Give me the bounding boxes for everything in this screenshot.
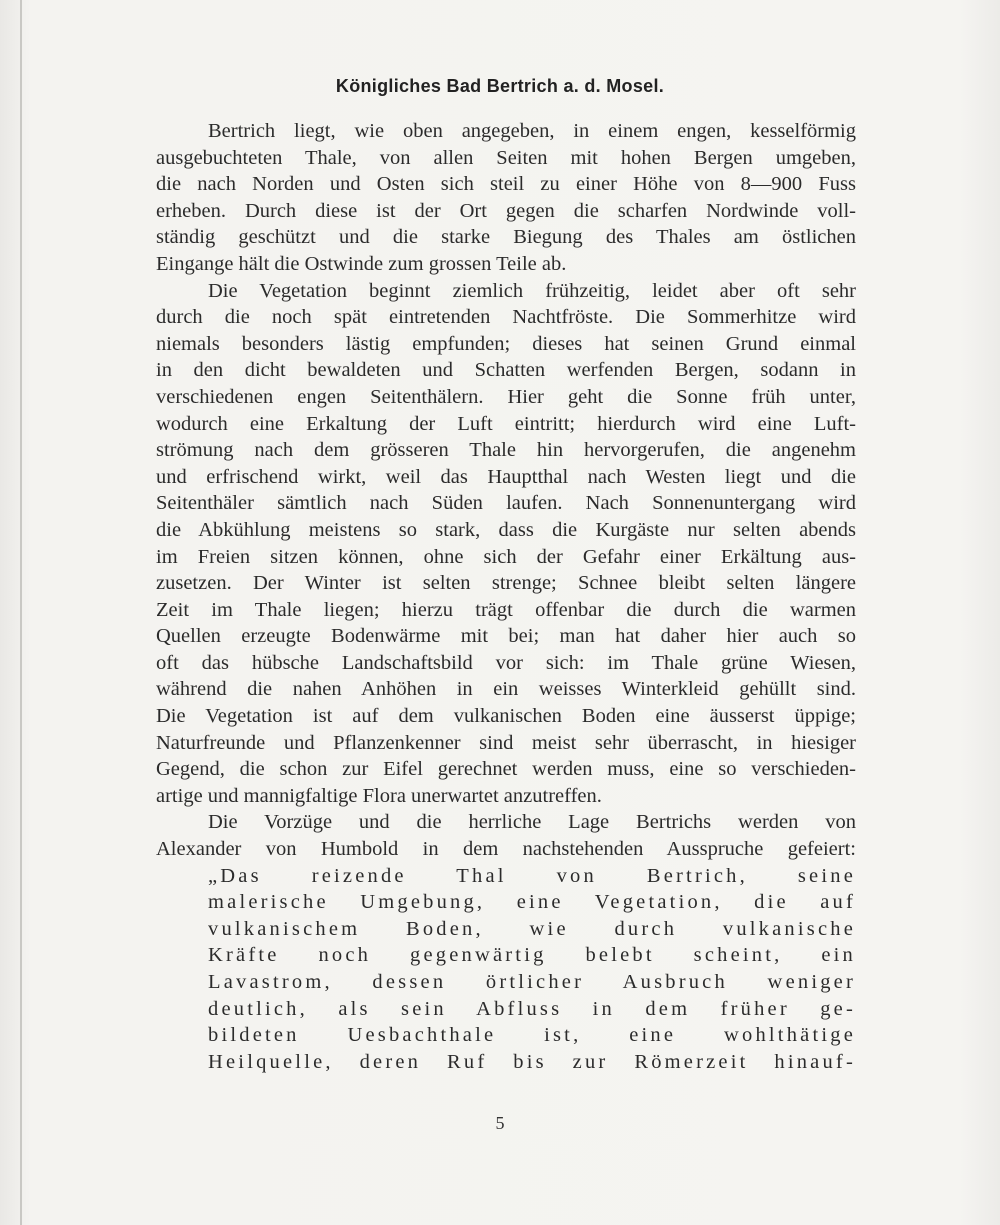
text-line: Die Vorzüge und die herrliche Lage Bertrichs werden von: [208, 811, 856, 834]
text-line: Gegend, die schon zur Eifel gerechnet werden muss, eine so verschieden-: [156, 758, 856, 781]
quote-line: deutlich, als sein Abfluss in dem früher ge-: [208, 997, 856, 1020]
text-line: Eingange hält die Ostwinde zum grossen Teile ab.: [156, 252, 567, 275]
text-line: während die nahen Anhöhen in ein weisses Winterkleid gehüllt sind.: [156, 678, 856, 701]
text-line: Bertrich liegt, wie oben angegeben, in einem engen, kesselförmig: [208, 120, 856, 142]
text-line: Zeit im Thale liegen; hierzu trägt offenbar die durch die warmen: [156, 598, 856, 621]
quote-line: bildeten Uesbachthale ist, eine wohlthätige: [208, 1024, 856, 1047]
page-header: Königliches Bad Bertrich a. d. Mosel.: [335, 76, 665, 96]
text-line: die Abkühlung meistens so stark, dass die Kurgäste nur selten abends: [156, 518, 856, 541]
quote-line: malerische Umgebung, eine Vegetation, die auf: [208, 891, 856, 914]
page-body: [156, 118, 856, 1075]
quote-line: Lavastrom, dessen örtlicher Ausbruch weniger: [208, 971, 856, 993]
page-spine-shadow: [20, 0, 22, 1225]
quote-line: vulkanischem Boden, wie durch vulkanische: [208, 917, 856, 940]
text-line: erheben. Durch diese ist der Ort gegen die scharfen Nordwinde voll-: [156, 199, 856, 222]
text-line: Die Vegetation ist auf dem vulkanischen Boden eine äusserst üppige;: [156, 705, 856, 728]
text-line: Seitenthäler sämtlich nach Süden laufen. Nach Sonnenuntergang wird: [156, 492, 856, 515]
text-line: wodurch eine Erkaltung der Luft eintritt; hierdurch wird eine Luft-: [156, 412, 856, 435]
text-line: niemals besonders lästig empfunden; dieses hat seinen Grund einmal: [156, 332, 856, 355]
quote-line: Heilquelle, deren Ruf bis zur Römerzeit hinauf-: [208, 1050, 856, 1073]
text-line: artige und mannigfaltige Flora unerwartet anzutreffen.: [156, 784, 602, 807]
text-line: die nach Norden und Osten sich steil zu einer Höhe von 8—900 Fuss: [156, 173, 856, 196]
text-line: oft das hübsche Landschaftsbild vor sich: im Thale grüne Wiesen,: [156, 651, 856, 674]
paragraph-3: [156, 809, 856, 862]
text-line: Die Vegetation beginnt ziemlich frühzeitig, leidet aber oft sehr: [208, 279, 856, 302]
text-line: Quellen erzeugte Bodenwärme mit bei; man hat daher hier auch so: [156, 625, 856, 648]
text-line: verschiedenen engen Seitenthälern. Hier geht die Sonne früh unter,: [156, 385, 856, 408]
quote-line: Kräfte noch gegenwärtig belebt scheint, ein: [208, 944, 856, 967]
text-line: Alexander von Humbold in dem nachstehenden Ausspruche gefeiert:: [156, 838, 856, 861]
paragraph-2: [156, 278, 856, 810]
quote-line: „Das reizende Thal von Bertrich, seine: [208, 864, 856, 887]
text-line: strömung nach dem grösseren Thale hin hervorgerufen, die angenehm: [156, 439, 856, 462]
text-line: ständig geschützt und die starke Biegung des Thales am östlichen: [156, 226, 856, 249]
page-number: 5: [495, 1113, 505, 1133]
paragraph-1: [156, 118, 856, 278]
text-line: in den dicht bewaldeten und Schatten werfenden Bergen, sodann in: [156, 359, 856, 382]
text-line: und erfrischend wirkt, weil das Hauptthal nach Westen liegt und die: [156, 465, 856, 488]
text-line: im Freien sitzen können, ohne sich der Gefahr einer Erkältung aus-: [156, 545, 856, 568]
text-line: ausgebuchteten Thale, von allen Seiten mit hohen Bergen umgeben,: [156, 146, 856, 169]
humboldt-quote: [156, 863, 856, 1076]
text-line: Naturfreunde und Pflanzenkenner sind meist sehr überrascht, in hiesiger: [156, 731, 856, 754]
text-line: durch die noch spät eintretenden Nachtfröste. Die Sommerhitze wird: [156, 306, 856, 329]
text-line: zusetzen. Der Winter ist selten strenge; Schnee bleibt selten längere: [156, 572, 856, 595]
